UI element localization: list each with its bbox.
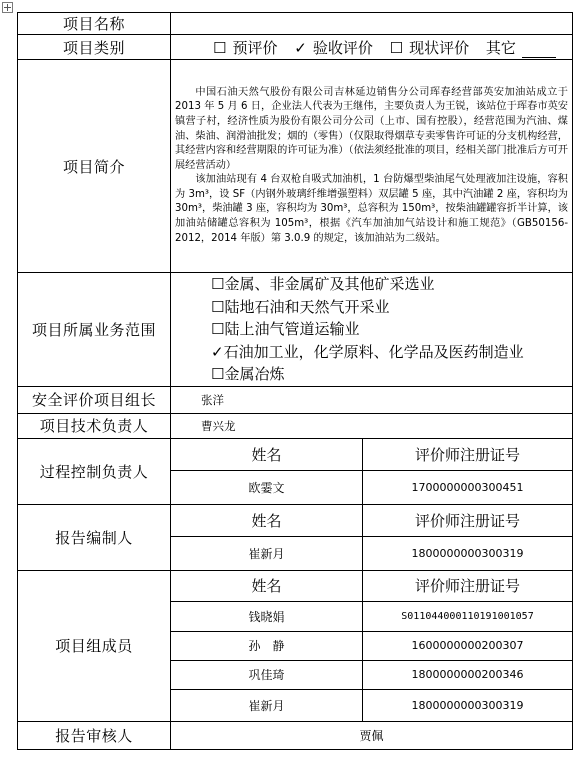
row-tech-lead xyxy=(18,413,573,438)
scope-option[interactable]: ☐陆上油气管道运输业 xyxy=(211,320,360,338)
row-report-author-header xyxy=(18,504,573,536)
reviewer-value[interactable]: 贾佩 xyxy=(171,721,573,749)
cert-column-header: 评价师注册证号 xyxy=(363,504,573,536)
business-scope-options xyxy=(171,273,573,387)
summary-paragraph: 该加油站现有 4 台双枪自吸式加油机，1 台防爆型柴油尾气处理液加注设施，容积为 3m³，设 SF（内钢外玻璃纤维增强塑料）双层罐 5 座，其中汽油罐 2 座，容积均为 30m³，柴油罐 3 座，容积均为 30m³，总容积为 150m³，按柴油罐罐容折半计算，该加油站储罐总容积为 105m³，根据《汽车加油加气站设计和施工规范》（GB50156-2012，2014 年版）第 3.0.9 的规定，该加油站为二级站。 xyxy=(175,174,568,244)
checkbox-icon: ☐ xyxy=(389,38,404,57)
person-cert[interactable]: 1800000000300319 xyxy=(363,536,573,570)
person-cert[interactable]: S011044000110191001057 xyxy=(363,601,573,631)
project-summary-text[interactable] xyxy=(171,60,573,273)
option-acceptance-evaluation[interactable]: ✓ 验收评价 xyxy=(294,38,373,57)
person-cert[interactable]: 1800000000300319 xyxy=(363,689,573,721)
cert-column-header: 评价师注册证号 xyxy=(363,438,573,470)
name-column-header: 姓名 xyxy=(171,570,363,601)
members-label: 项目组成员 xyxy=(18,570,171,721)
option-other[interactable]: 其它 xyxy=(486,39,562,57)
project-type-options xyxy=(171,35,573,60)
team-leader-value[interactable]: 张洋 xyxy=(171,386,573,413)
row-team-leader xyxy=(18,386,573,413)
tech-lead-value[interactable]: 曹兴龙 xyxy=(171,413,573,438)
option-pre-evaluation[interactable]: ☐ 预评价 xyxy=(213,38,278,57)
scope-option[interactable]: ✓石油加工业，化学原料、化学品及医药制造业 xyxy=(211,342,524,361)
person-name[interactable]: 崔新月 xyxy=(171,689,363,721)
person-name[interactable]: 巩佳琦 xyxy=(171,660,363,689)
person-cert[interactable]: 1600000000200307 xyxy=(363,631,573,660)
business-scope-label: 项目所属业务范围 xyxy=(18,273,171,387)
option-status-evaluation[interactable]: ☐ 现状评价 xyxy=(389,38,470,57)
summary-paragraph: 中国石油天然气股份有限公司吉林延边销售分公司珲春经营部英安加油站成立于 2013 年 5 月 6 日，企业法人代表为王继伟，主要负责人为王锐，该站位于珲春市英安镇营子村，经济性质为股份有限公司分公司（上市、国有控股），经营范围为汽油、煤油、柴油、润滑油批发；烟的（零售）（仅限取得烟草专卖零售许可证的分支机构经营，其经营内容和经营期限的许可证为准）（依法须经批准的项目，经相关部门批准后方可开展经营活动） xyxy=(175,86,568,171)
checkbox-icon: ☐ xyxy=(211,275,225,293)
project-summary-label: 项目简介 xyxy=(18,60,171,273)
checkbox-icon: ☐ xyxy=(211,320,225,338)
name-column-header: 姓名 xyxy=(171,438,363,470)
person-cert[interactable]: 1700000000300451 xyxy=(363,470,573,504)
scope-option[interactable]: ☐金属冶炼 xyxy=(211,365,285,383)
person-cert[interactable]: 1800000000200346 xyxy=(363,660,573,689)
tech-lead-label: 项目技术负责人 xyxy=(18,413,171,438)
row-project-type xyxy=(18,35,573,60)
row-business-scope xyxy=(18,273,573,387)
project-name-value[interactable] xyxy=(171,13,573,35)
project-name-label: 项目名称 xyxy=(18,13,171,35)
row-process-control-header xyxy=(18,438,573,470)
checkmark-icon: ✓ xyxy=(294,38,307,57)
cert-column-header: 评价师注册证号 xyxy=(363,570,573,601)
row-project-summary xyxy=(18,60,573,273)
reviewer-label: 报告审核人 xyxy=(18,721,171,749)
person-name[interactable]: 钱晓娟 xyxy=(171,601,363,631)
checkbox-icon: ☐ xyxy=(213,38,227,57)
name-column-header: 姓名 xyxy=(171,504,363,536)
checkbox-icon: ☐ xyxy=(211,365,225,383)
scope-option[interactable]: ☐金属、非金属矿及其他矿采选业 xyxy=(211,275,435,293)
person-name[interactable]: 欧霎文 xyxy=(171,470,363,504)
person-name[interactable]: 孙 静 xyxy=(171,631,363,660)
report-author-label: 报告编制人 xyxy=(18,504,171,570)
project-info-table xyxy=(17,12,573,750)
table-move-handle-icon[interactable] xyxy=(2,2,13,13)
scope-option[interactable]: ☐陆地石油和天然气开采业 xyxy=(211,297,390,316)
row-project-name xyxy=(18,13,573,35)
checkmark-icon: ✓ xyxy=(211,342,224,361)
checkbox-icon: ☐ xyxy=(211,297,225,316)
row-reviewer xyxy=(18,721,573,749)
project-type-label: 项目类别 xyxy=(18,35,171,60)
other-blank-line xyxy=(522,43,556,58)
process-control-label: 过程控制负责人 xyxy=(18,438,171,504)
person-name[interactable]: 崔新月 xyxy=(171,536,363,570)
row-members-header xyxy=(18,570,573,601)
team-leader-label: 安全评价项目组长 xyxy=(18,386,171,413)
